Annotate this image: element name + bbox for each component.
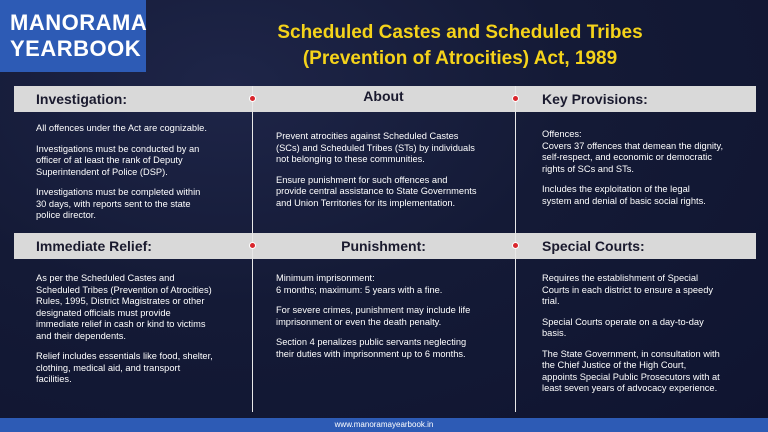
heading-about: About bbox=[363, 88, 404, 104]
investigation-paragraph: Investigations must be completed within 30 days, with reports sent to the state police director. bbox=[36, 187, 201, 220]
immediate-relief-text bbox=[36, 273, 250, 395]
investigation-text bbox=[36, 123, 248, 231]
manorama-yearbook-logo bbox=[0, 0, 146, 72]
punishment-paragraph: Minimum imprisonment: 6 months; maximum: 5 years with a fine. bbox=[276, 273, 443, 295]
footer-url[interactable]: www.manoramayearbook.in bbox=[0, 418, 768, 432]
punishment-text bbox=[276, 273, 512, 369]
key-provisions-text bbox=[542, 129, 762, 216]
special-courts-paragraph: The State Government, in consultation with the Chief Justice of the High Court, appoints Special Public Prosecutors with at least seven years of advocacy experience. bbox=[542, 348, 720, 393]
special-courts-paragraph: Requires the establishment of Special Courts in each district to ensure a speedy trial. bbox=[542, 273, 714, 306]
column-divider-right bbox=[515, 86, 516, 412]
punishment-paragraph: For severe crimes, punishment may include life imprisonment or even the death penalty. bbox=[276, 305, 471, 327]
heading-investigation: Investigation: bbox=[36, 91, 128, 107]
title-line-2: (Prevention of Atrocities) Act, 1989 bbox=[302, 48, 618, 69]
punishment-paragraph: Section 4 penalizes public servants neglecting their duties with imprisonment up to 6 months. bbox=[276, 337, 467, 359]
heading-key-provisions: Key Provisions: bbox=[542, 91, 648, 107]
investigation-paragraph: Investigations must be conducted by an officer of at least the rank of Deputy Superintendent of Police (DSP). bbox=[36, 143, 200, 177]
investigation-paragraph: All offences under the Act are cognizable. bbox=[36, 123, 207, 133]
about-paragraph: Ensure punishment for such offences and provide central assistance to State Governments and Union Territories for its implementation. bbox=[276, 174, 477, 208]
about-text bbox=[276, 131, 512, 218]
heading-immediate-relief: Immediate Relief: bbox=[36, 238, 152, 254]
logo-line-1: MANORAMA bbox=[10, 10, 148, 35]
special-courts-text bbox=[542, 273, 762, 404]
immediate-relief-paragraph: As per the Scheduled Castes and Scheduled Tribes (Prevention of Atrocities) Rules, 1995, District Magistrates or other designated officials must provide immediate relief in cash or kind to victims and their dependents. bbox=[36, 273, 212, 341]
heading-punishment: Punishment: bbox=[341, 238, 426, 254]
immediate-relief-paragraph: Relief includes essentials like food, shelter, clothing, medical aid, and transport facilities. bbox=[36, 351, 213, 384]
page-title bbox=[160, 20, 760, 72]
key-provisions-paragraph: Offences: Covers 37 offences that demean the dignity, self-respect, and economic or democratic rights of SCs and STs. bbox=[542, 129, 724, 174]
key-provisions-paragraph: Includes the exploitation of the legal system and denial of basic social rights. bbox=[542, 184, 706, 206]
special-courts-paragraph: Special Courts operate on a day-to-day basis. bbox=[542, 316, 704, 338]
logo-line-2: YEARBOOK bbox=[10, 36, 142, 61]
heading-special-courts: Special Courts: bbox=[542, 238, 645, 254]
title-line-1: Scheduled Castes and Scheduled Tribes bbox=[277, 22, 643, 43]
about-paragraph: Prevent atrocities against Scheduled Castes (SCs) and Scheduled Tribes (STs) by individuals not belonging to these communities. bbox=[276, 131, 475, 164]
